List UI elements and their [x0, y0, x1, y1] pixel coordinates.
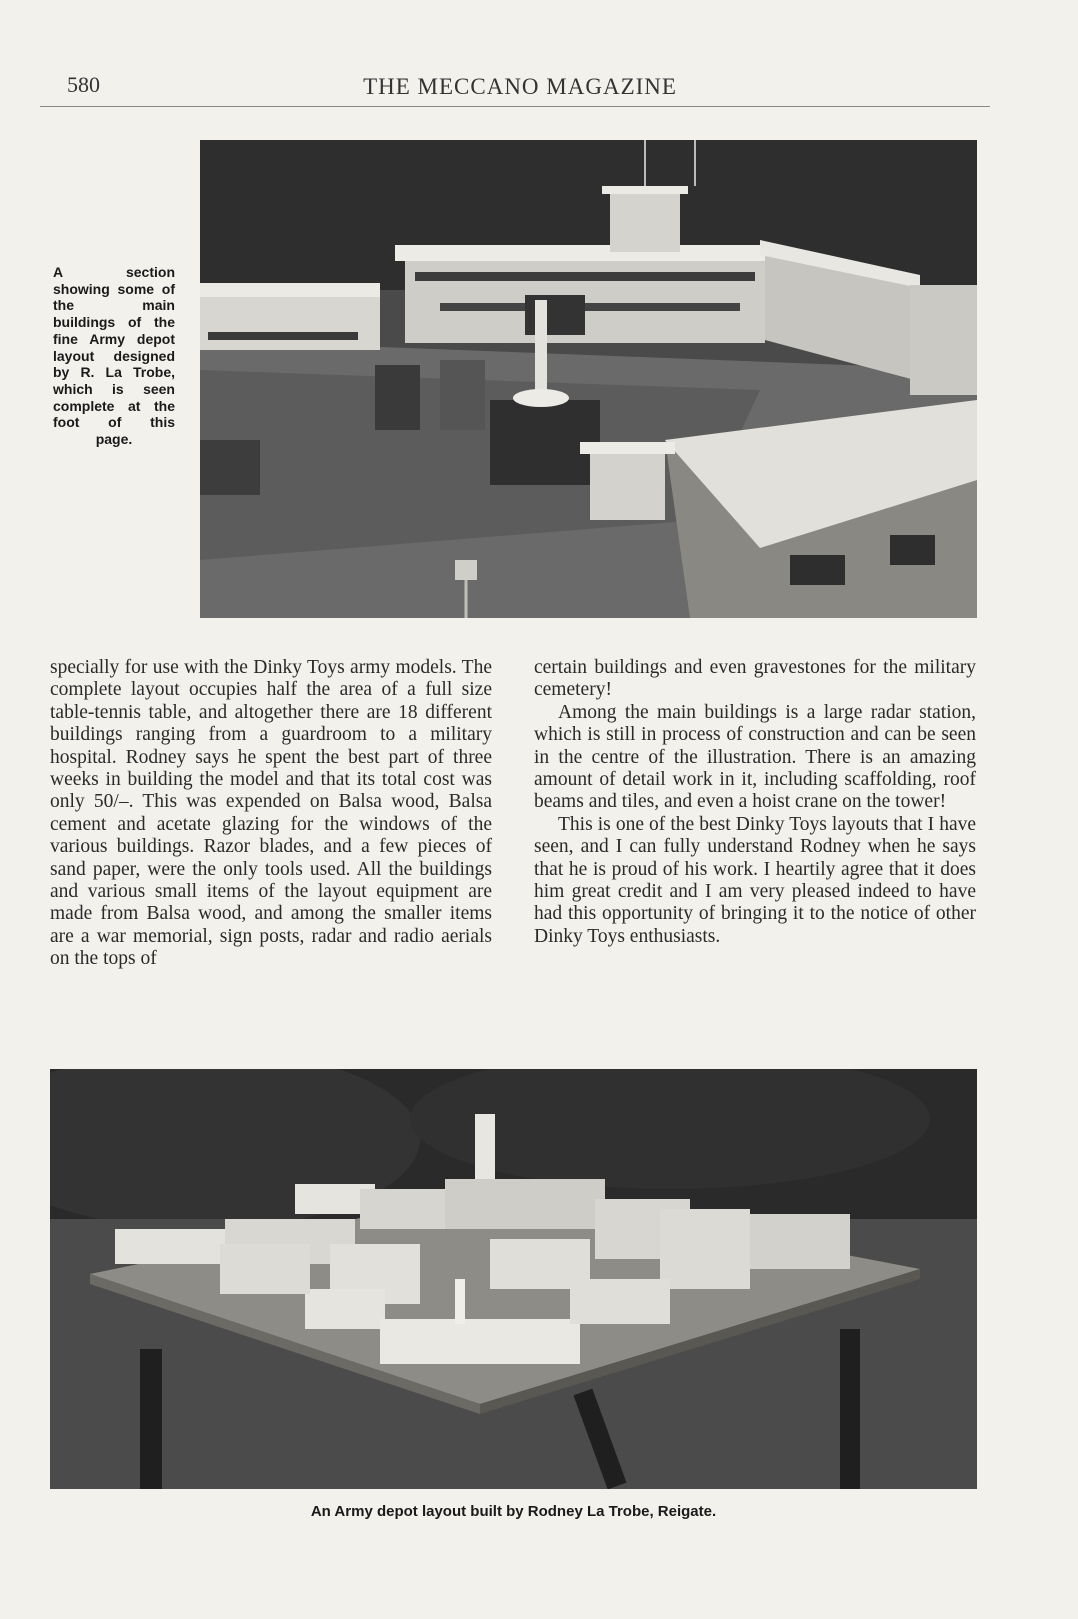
article-right-column: [534, 657, 976, 948]
bottom-photo-caption: An Army depot layout built by Rodney La Trobe, Reigate.: [310, 1503, 717, 1520]
army-depot-complete-image: [50, 1069, 977, 1489]
article-left-column: [50, 657, 492, 971]
side-caption-last-line: page.: [95, 431, 133, 448]
header-rule: [40, 106, 990, 107]
photo-army-depot-complete: [50, 1069, 977, 1489]
article-paragraph: Among the main buildings is a large radar station, which is still in process of construction and can be seen in the centre of the illustration. There is an amazing amount of detail work in it, including scaffolding, roof beams and tiles, and even a hoist crane on the tower!: [534, 701, 976, 813]
side-caption-text: A section showing some of the main buildings of the fine Army depot layout designed by R. La Trobe, which is seen complete at the foot of this: [53, 264, 175, 431]
page-number: 580: [67, 72, 100, 97]
army-depot-section-image: [200, 140, 977, 618]
article-paragraph: certain buildings and even gravestones for the military cemetery!: [534, 657, 976, 701]
side-caption: [53, 264, 175, 448]
magazine-title: THE MECCANO MAGAZINE: [363, 74, 677, 99]
article-paragraph: specially for use with the Dinky Toys army models. The complete layout occupies half the area of a full size table-tennis table, and altogether there are 18 different buildings ranging from a guardroom to a military hospital. Rodney says he spent the best part of three weeks in building the model and that its total cost was only 50/–. This was expended on Balsa wood, Balsa cement and acetate glazing for the windows of the various buildings. Razor blades, and a few pieces of sand paper, were the only tools used. All the buildings and various small items of the layout equipment are made from Balsa wood, and among the smaller items are a war memorial, sign posts, radar and radio aerials on the tops of: [50, 657, 492, 970]
article-paragraph: This is one of the best Dinky Toys layouts that I have seen, and I can fully understand Rodney when he says that he is proud of his work. I heartily agree that it does him great credit and I am very pleased indeed to have had this opportunity of bringing it to the notice of other Dinky Toys enthusiasts.: [534, 813, 976, 947]
photo-army-depot-section: [200, 140, 977, 618]
